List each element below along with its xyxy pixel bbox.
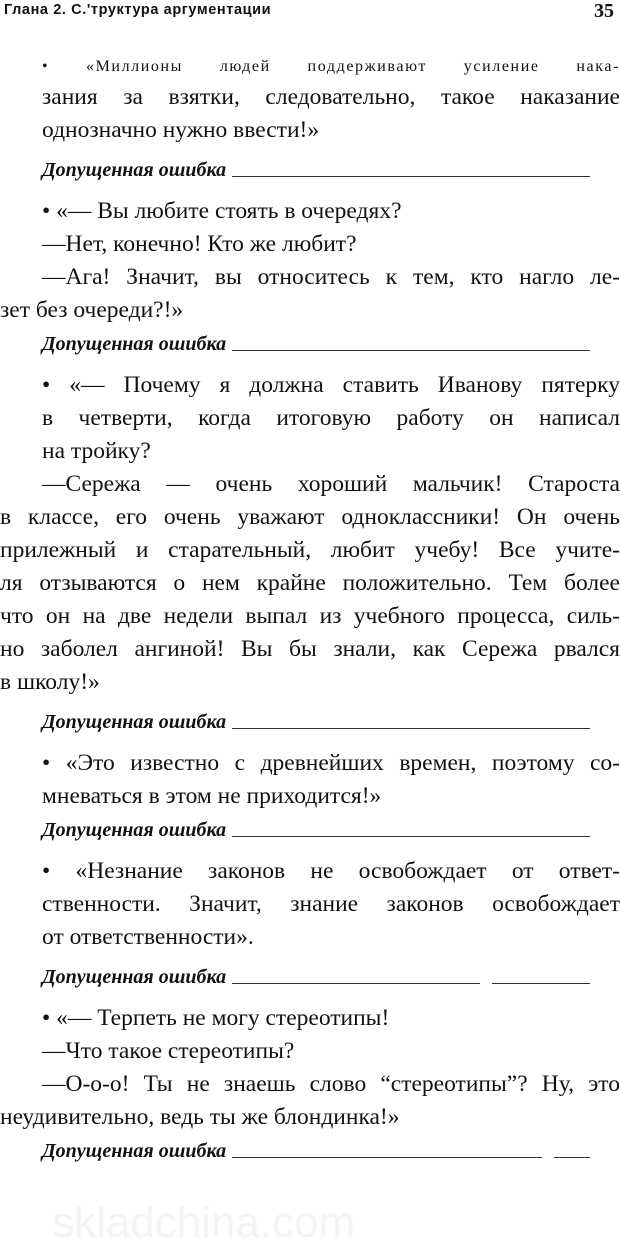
text-line: прилежный и старательный, любит учебу! Все учите-	[0, 537, 620, 563]
chapter-title: Глана 2. С.'труктура аргументации	[4, 2, 272, 18]
exercise-item	[0, 747, 620, 843]
answer-blank[interactable]	[232, 814, 590, 837]
answer-blank[interactable]	[232, 154, 590, 177]
answer-blank[interactable]	[232, 961, 480, 984]
answer-label: Допущенная ошибка	[42, 333, 227, 355]
answer-label: Допущенная ошибка	[42, 1140, 227, 1162]
text-line: —Что такое стереотипы?	[42, 1038, 295, 1064]
answer-blank[interactable]	[232, 706, 590, 729]
answer-label: Допущенная ошибка	[42, 711, 227, 733]
exercise-item	[0, 195, 620, 357]
text-line: ственности. Значит, знание законов освобождает	[42, 891, 620, 917]
text-line: зет без очереди?!»	[0, 297, 184, 323]
answer-blank[interactable]	[232, 1135, 542, 1158]
text-line: в школу!»	[0, 669, 100, 695]
exercise-item	[0, 48, 620, 183]
text-line: • «Это известно с древнейших времен, поэтому со-	[42, 750, 620, 776]
text-line: что он на две недели выпал из учебного процесса, силь-	[0, 603, 620, 629]
text-line: —О-о-о! Ты не знаешь слово “стереотипы”? Ну, это	[42, 1071, 620, 1097]
running-header	[4, 0, 614, 24]
text-line: ля отзываются о нем крайне положительно. Тем более	[0, 570, 620, 596]
text-line: от ответственности».	[42, 924, 254, 950]
answer-label: Допущенная ошибка	[42, 966, 227, 988]
exercise-item	[0, 1002, 620, 1164]
answer-label: Допущенная ошибка	[42, 159, 227, 181]
text-line: зания за взятки, следовательно, такое наказание	[42, 84, 620, 110]
text-line: мневаться в этом не приходится!»	[42, 783, 382, 809]
page-number: 35	[594, 0, 614, 22]
text-line: в классе, его очень уважают одноклассники! Он очень	[0, 504, 620, 530]
answer-row	[0, 954, 620, 990]
answer-label: Допущенная ошибка	[42, 819, 227, 841]
text-line: но заболел ангиной! Вы бы знали, как Сережа рвался	[0, 636, 620, 662]
answer-blank-extension[interactable]	[554, 1135, 590, 1158]
text-line: • «— Вы любите стоять в очередях?	[42, 198, 402, 224]
text-line: на тройку?	[42, 438, 151, 464]
text-line: • «— Почему я должна ставить Иванову пятерку	[42, 372, 620, 398]
text-line: • «Миллионы людей поддерживают усиление нака-	[42, 58, 620, 75]
answer-row	[0, 813, 620, 843]
text-line: —Сережа — очень хороший мальчик! Староста	[42, 471, 620, 497]
text-line: —Нет, конечно! Кто же любит?	[42, 231, 357, 257]
text-line: неудивительно, ведь ты же блондинка!»	[0, 1104, 400, 1130]
text-line: —Ага! Значит, вы относитесь к тем, кто нагло ле-	[42, 264, 620, 290]
text-line: • «Незнание законов не освобождает от ответ-	[42, 858, 620, 884]
text-line: однозначно нужно ввести!»	[42, 117, 320, 143]
answer-row	[0, 147, 620, 183]
answer-row	[0, 1134, 620, 1164]
text-line: • «— Терпеть не могу стереотипы!	[42, 1005, 390, 1031]
exercise-list	[0, 48, 620, 1164]
text-line: в четверти, когда итоговую работу он написал	[42, 405, 620, 431]
answer-blank[interactable]	[232, 328, 590, 351]
answer-row	[0, 699, 620, 735]
watermark: skladchina.com	[52, 1198, 356, 1247]
answer-row	[0, 327, 620, 357]
exercise-item	[0, 855, 620, 990]
exercise-item	[0, 369, 620, 735]
answer-blank-extension[interactable]	[492, 961, 590, 984]
